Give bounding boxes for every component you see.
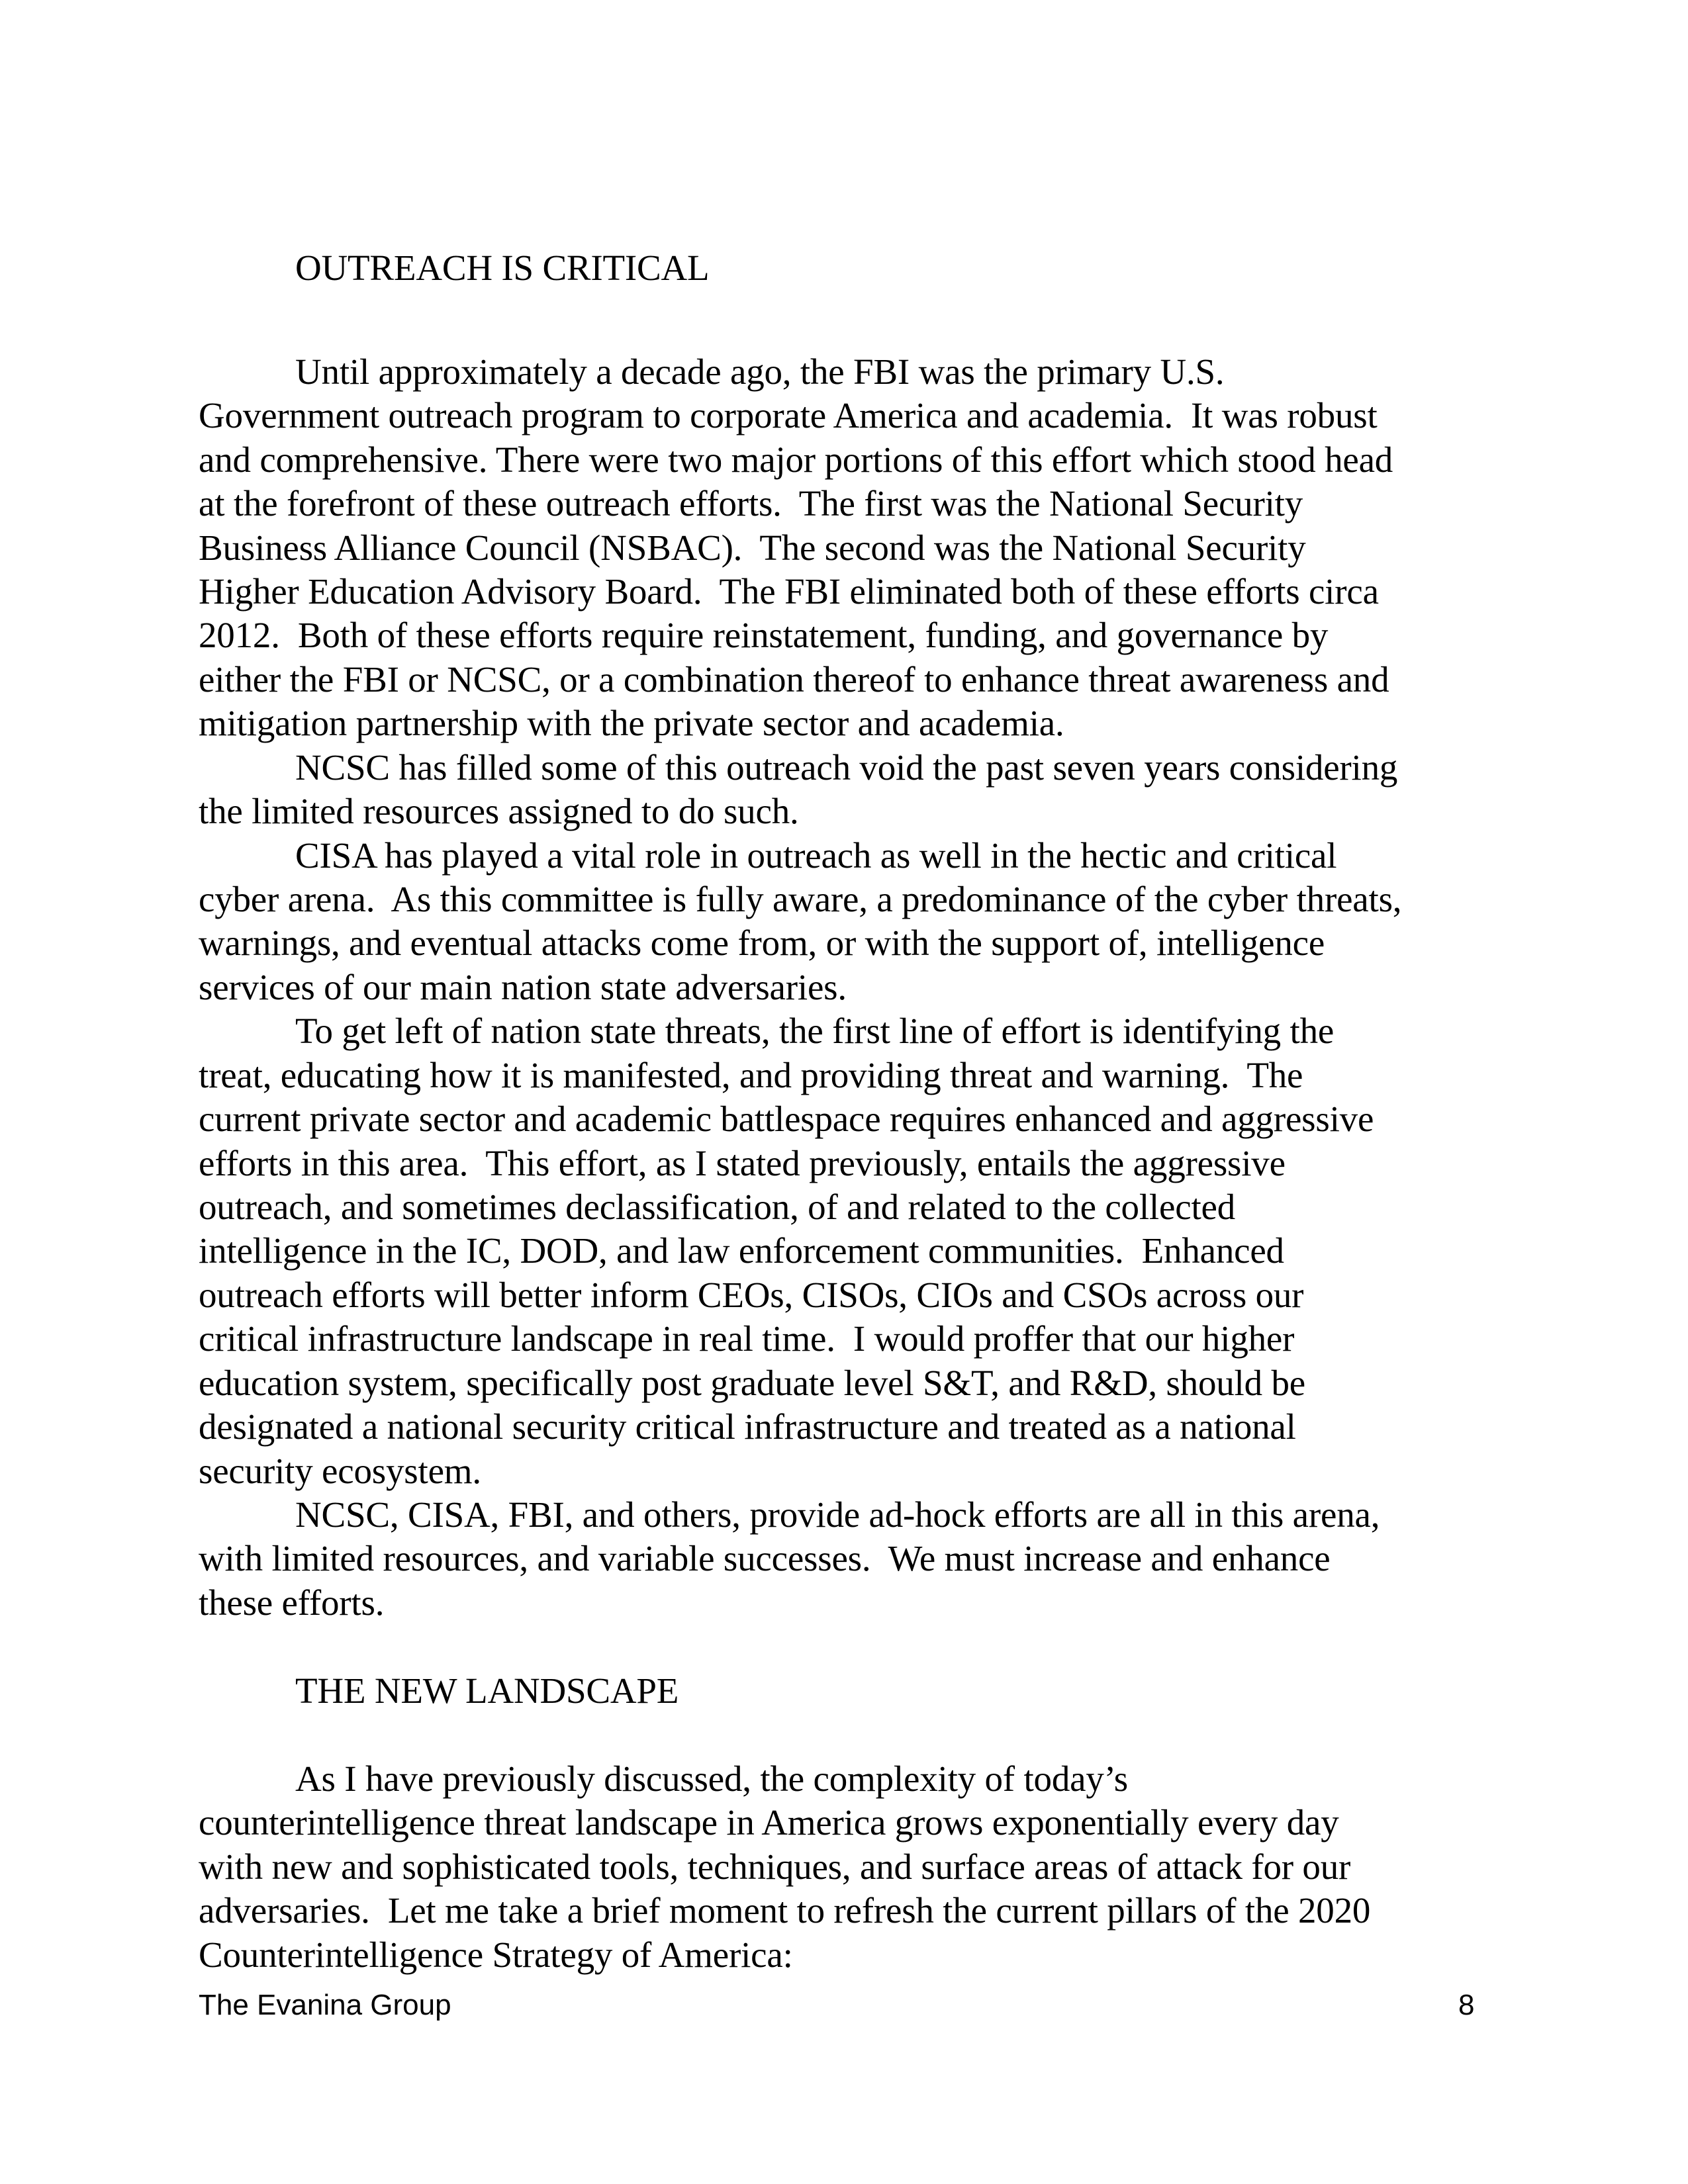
body-line: current private sector and academic battlespace requires enhanced and aggressive [199, 1099, 1374, 1139]
body-line: with limited resources, and variable successes. We must increase and enhance [199, 1538, 1331, 1578]
body-line: Government outreach program to corporate America and academia. It was robust [199, 395, 1378, 435]
body-line: As I have previously discussed, the complexity of today’s [295, 1758, 1128, 1799]
footer-organization: The Evanina Group [199, 1989, 451, 2021]
body-line: critical infrastructure landscape in real time. I would proffer that our higher [199, 1318, 1295, 1359]
section-heading-outreach: OUTREACH IS CRITICAL [295, 248, 710, 288]
body-line: adversaries. Let me take a brief moment to refresh the current pillars of the 2020 [199, 1890, 1371, 1931]
body-line: the limited resources assigned to do such. [199, 791, 799, 831]
body-line: To get left of nation state threats, the first line of effort is identifying the [295, 1011, 1335, 1051]
body-line: mitigation partnership with the private sector and academia. [199, 703, 1064, 743]
body-line: with new and sophisticated tools, techniques, and surface areas of attack for our [199, 1846, 1351, 1887]
body-line: services of our main nation state adversaries. [199, 967, 847, 1007]
page-number: 8 [1458, 1989, 1475, 2021]
body-line: and comprehensive. There were two major portions of this effort which stood head [199, 439, 1393, 480]
body-line: efforts in this area. This effort, as I stated previously, entails the aggressive [199, 1143, 1286, 1183]
body-line: NCSC has filled some of this outreach void the past seven years considering [295, 747, 1398, 788]
body-line: NCSC, CISA, FBI, and others, provide ad-hock efforts are all in this arena, [295, 1494, 1380, 1535]
body-line: Business Alliance Council (NSBAC). The second was the National Security [199, 527, 1306, 568]
body-line: intelligence in the IC, DOD, and law enforcement communities. Enhanced [199, 1230, 1284, 1271]
body-line: education system, specifically post graduate level S&T, and R&D, should be [199, 1363, 1305, 1403]
body-line: outreach efforts will better inform CEOs, CISOs, CIOs and CSOs across our [199, 1275, 1304, 1315]
body-line: Higher Education Advisory Board. The FBI eliminated both of these efforts circa [199, 571, 1379, 612]
body-line: either the FBI or NCSC, or a combination thereof to enhance threat awareness and [199, 659, 1389, 700]
body-line: cyber arena. As this committee is fully aware, a predominance of the cyber threats, [199, 879, 1402, 919]
body-line: these efforts. [199, 1582, 385, 1623]
body-line: 2012. Both of these efforts require reinstatement, funding, and governance by [199, 615, 1329, 655]
body-line: designated a national security critical infrastructure and treated as a national [199, 1406, 1296, 1447]
body-line: at the forefront of these outreach efforts. The first was the National Security [199, 483, 1303, 523]
body-line: Until approximately a decade ago, the FBI was the primary U.S. [295, 351, 1225, 392]
body-line: Counterintelligence Strategy of America: [199, 1934, 793, 1975]
body-line: outreach, and sometimes declassification, of and related to the collected [199, 1187, 1236, 1227]
body-line: counterintelligence threat landscape in America grows exponentially every day [199, 1802, 1339, 1843]
body-line: CISA has played a vital role in outreach as well in the hectic and critical [295, 835, 1337, 876]
body-line: security ecosystem. [199, 1451, 481, 1491]
section-heading-new-landscape: THE NEW LANDSCAPE [295, 1670, 679, 1711]
body-line: warnings, and eventual attacks come from, or with the support of, intelligence [199, 923, 1325, 963]
body-line: treat, educating how it is manifested, and providing threat and warning. The [199, 1055, 1303, 1095]
